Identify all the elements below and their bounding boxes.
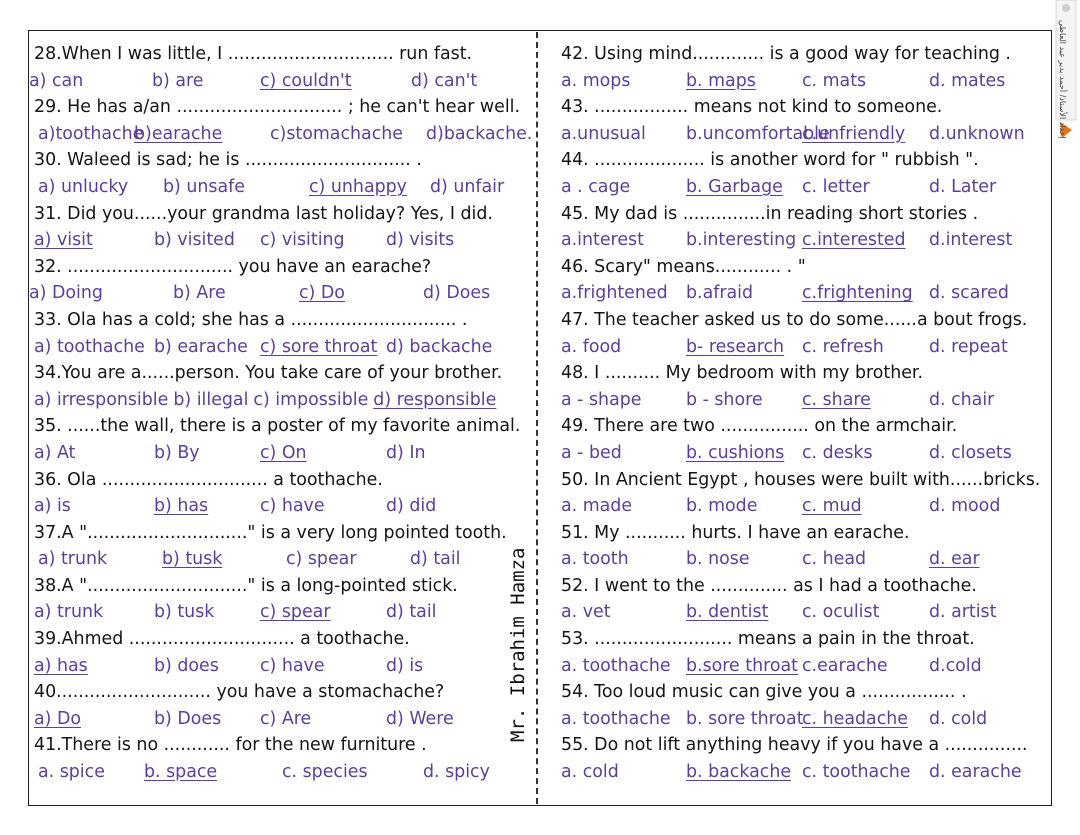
question-text: 47. The teacher asked us to do some......a bout frogs. xyxy=(561,309,1028,330)
column-divider xyxy=(536,32,538,804)
options-row xyxy=(34,440,534,467)
answer-option[interactable]: b) are xyxy=(152,70,204,91)
answer-option[interactable]: b) does xyxy=(154,655,219,676)
answer-option[interactable]: b. space xyxy=(144,762,218,783)
answer-option[interactable]: a) unlucky xyxy=(38,176,129,197)
answer-option[interactable]: a . cage xyxy=(561,176,631,197)
question-text: 35. ......the wall, there is a poster of my favorite animal. xyxy=(34,416,521,437)
question-text: 36. Ola .............................. a toothache. xyxy=(34,469,383,490)
answer-option[interactable]: b)earache xyxy=(134,123,223,144)
answer-option[interactable]: c) have xyxy=(260,496,325,517)
answer-option[interactable]: d) responsible xyxy=(373,389,497,410)
answer-option[interactable]: d.unknown xyxy=(929,123,1025,144)
answer-option[interactable]: a. cold xyxy=(561,762,619,783)
answer-option[interactable]: c) spear xyxy=(260,602,331,623)
logo-text: إعداد الأستاذ/ أحمد بدير عبد العاطي xyxy=(1058,20,1067,139)
question-text: 33. Ola has a cold; she has a .............................. . xyxy=(34,309,468,330)
answer-option[interactable]: d.interest xyxy=(929,230,1013,251)
options-row xyxy=(34,599,534,626)
answer-option[interactable]: a - bed xyxy=(561,442,622,463)
answer-option[interactable]: d) unfair xyxy=(430,176,505,197)
question-text: 45. My dad is ...............in reading short stories . xyxy=(561,203,979,224)
question-text: 32. .............................. you have an earache? xyxy=(34,256,432,277)
answer-option[interactable]: d) In xyxy=(386,442,426,463)
question-text: 38.A "............................." is a long-pointed stick. xyxy=(34,575,458,596)
answer-option[interactable]: b) has xyxy=(154,496,209,517)
answer-option[interactable]: b. Garbage xyxy=(686,176,783,197)
question-text: 51. My ........... hurts. I have an earache. xyxy=(561,522,910,543)
answer-option[interactable]: d.cold xyxy=(929,655,982,676)
options-row xyxy=(561,280,1051,307)
answer-option[interactable]: c. mats xyxy=(802,70,867,91)
answer-option[interactable]: b) tusk xyxy=(154,602,215,623)
answer-option[interactable]: c. headache xyxy=(802,708,908,729)
answer-option[interactable]: c. toothache xyxy=(802,762,911,783)
answer-option[interactable]: d. cold xyxy=(929,708,988,729)
options-row xyxy=(34,387,534,414)
answer-option[interactable]: b) unsafe xyxy=(163,176,245,197)
question-text: 42. Using mind............. is a good way for teaching . xyxy=(561,44,1011,64)
answer-option[interactable]: b.interesting xyxy=(686,230,797,251)
options-row xyxy=(561,653,1051,680)
answer-option[interactable]: a. food xyxy=(561,336,622,357)
answer-option[interactable]: b. maps xyxy=(686,70,756,91)
answer-option[interactable]: d)backache. xyxy=(426,123,533,144)
answer-option[interactable]: b. cushions xyxy=(686,442,785,463)
answer-option[interactable]: c) visiting xyxy=(260,230,345,251)
answer-option[interactable]: d) backache xyxy=(386,336,493,357)
options-row xyxy=(34,121,534,148)
question-text: 29. He has a/an .............................. ; he can't hear well. xyxy=(34,97,521,118)
answer-option[interactable]: b.afraid xyxy=(686,283,754,304)
answer-option[interactable]: b) Are xyxy=(173,283,226,304)
answer-option[interactable]: b) earache xyxy=(154,336,248,357)
answer-option[interactable]: b) visited xyxy=(154,230,235,251)
options-row xyxy=(561,493,1051,520)
answer-option[interactable]: d) visits xyxy=(386,230,455,251)
question-text: 41.There is no ............ for the new furniture . xyxy=(34,735,427,756)
answer-option[interactable]: a. mops xyxy=(561,70,631,91)
answer-option[interactable]: c. mud xyxy=(802,496,862,517)
answer-option[interactable]: d. artist xyxy=(929,602,997,623)
answer-option[interactable]: d. scared xyxy=(929,283,1009,304)
options-row xyxy=(34,546,534,573)
answer-option[interactable]: c. share xyxy=(802,389,871,410)
options-row xyxy=(561,546,1051,573)
answer-option[interactable]: a) has xyxy=(34,655,88,676)
options-row xyxy=(561,174,1051,201)
answer-option[interactable]: a) irresponsible xyxy=(34,389,169,410)
answer-option[interactable]: c. head xyxy=(802,549,867,570)
left-column xyxy=(29,41,534,786)
question-text: 30. Waleed is sad; he is .............................. . xyxy=(34,150,422,171)
answer-option[interactable]: b.uncomfortable xyxy=(686,123,830,144)
answer-option[interactable]: b- research xyxy=(686,336,785,357)
options-row xyxy=(34,227,534,254)
answer-option[interactable]: d. Later xyxy=(929,176,997,197)
answer-option[interactable]: a) toothache xyxy=(34,336,145,357)
question-text: 28.When I was little, I .............................. run fast. xyxy=(34,44,473,64)
answer-option[interactable]: c) impossible xyxy=(253,389,369,410)
answer-option[interactable]: a) Doing xyxy=(29,283,103,304)
options-row xyxy=(561,706,1051,733)
answer-option[interactable]: d. closets xyxy=(929,442,1012,463)
answer-option[interactable]: d) tail xyxy=(410,549,461,570)
question-text: 34.You are a......person. You take care of your brother. xyxy=(34,363,503,384)
answer-option[interactable]: c. refresh xyxy=(802,336,884,357)
answer-option[interactable]: a. toothache xyxy=(561,708,671,729)
answer-option[interactable]: d) can't xyxy=(411,70,478,91)
answer-option[interactable]: c) unhappy xyxy=(309,176,407,197)
question-text: 52. I went to the .............. as I had a toothache. xyxy=(561,575,977,596)
question-text: 37.A "............................." is a very long pointed tooth. xyxy=(34,522,507,543)
answer-option[interactable]: c) Do xyxy=(299,283,345,304)
answer-option[interactable]: d) is xyxy=(386,655,424,676)
answer-option[interactable]: a) trunk xyxy=(34,602,104,623)
options-row xyxy=(34,706,534,733)
answer-option[interactable]: b. dentist xyxy=(686,602,769,623)
answer-option[interactable]: d) did xyxy=(386,496,437,517)
answer-option[interactable]: c.frightening xyxy=(802,283,913,304)
answer-option[interactable]: b) tusk xyxy=(162,549,223,570)
answer-option[interactable]: a.frightened xyxy=(561,283,668,304)
answer-option[interactable]: b - shore xyxy=(686,389,763,410)
options-row xyxy=(34,653,534,680)
answer-option[interactable]: c.earache xyxy=(802,655,888,676)
answer-option[interactable]: a) visit xyxy=(34,230,93,251)
answer-option[interactable]: b) By xyxy=(154,442,200,463)
answer-option[interactable]: b) illegal xyxy=(173,389,249,410)
options-row xyxy=(561,387,1051,414)
answer-option[interactable]: a) can xyxy=(29,70,84,91)
answer-option[interactable]: b. mode xyxy=(686,496,758,517)
answer-option[interactable]: a. made xyxy=(561,496,633,517)
answer-option[interactable]: c) Are xyxy=(260,708,312,729)
question-text: 39.Ahmed .............................. a toothache. xyxy=(34,629,410,650)
answer-option[interactable]: c) have xyxy=(260,655,325,676)
question-text: 43. ................. means not kind to someone. xyxy=(561,97,943,118)
options-row xyxy=(34,174,534,201)
answer-option[interactable]: a)toothache xyxy=(38,123,144,144)
answer-option[interactable]: c.interested xyxy=(802,230,906,251)
answer-option[interactable]: a. vet xyxy=(561,602,611,623)
answer-option[interactable]: a. tooth xyxy=(561,549,629,570)
answer-option[interactable]: c) On xyxy=(260,442,307,463)
options-row xyxy=(34,493,534,520)
question-text: 31. Did you......your grandma last holiday? Yes, I did. xyxy=(34,203,493,224)
answer-option[interactable]: b) Does xyxy=(154,708,222,729)
question-text: 49. There are two ................ on the armchair. xyxy=(561,416,958,437)
answer-option[interactable]: a - shape xyxy=(561,389,642,410)
answer-option[interactable]: a) Do xyxy=(34,708,82,729)
author-name: Mr. Ibrahim Hamza xyxy=(507,547,529,742)
answer-option[interactable]: c. oculist xyxy=(802,602,880,623)
options-row xyxy=(34,334,534,361)
right-column xyxy=(561,41,1051,786)
answer-option[interactable]: a.unusual xyxy=(561,123,646,144)
answer-option[interactable]: c)stomachache xyxy=(270,123,403,144)
answer-option[interactable]: d. chair xyxy=(929,389,995,410)
options-row xyxy=(29,68,534,95)
answer-option[interactable]: d) tail xyxy=(386,602,437,623)
answer-option[interactable]: d) Were xyxy=(386,708,454,729)
answer-option[interactable]: a) is xyxy=(34,496,71,517)
question-text: 54. Too loud music can give you a ................. . xyxy=(561,682,967,703)
options-row xyxy=(29,280,534,307)
answer-option[interactable]: c) couldn't xyxy=(260,70,352,91)
answer-option[interactable]: b. nose xyxy=(686,549,750,570)
answer-option[interactable]: a. toothache xyxy=(561,655,671,676)
answer-option[interactable]: d. ear xyxy=(929,549,980,570)
answer-option[interactable]: a) At xyxy=(34,442,76,463)
question-text: 48. I .......... My bedroom with my brother. xyxy=(561,363,924,384)
question-text: 44. .................... is another word for " rubbish ". xyxy=(561,150,979,171)
answer-option[interactable]: c. desks xyxy=(802,442,873,463)
answer-option[interactable]: d. earache xyxy=(929,762,1022,783)
answer-option[interactable]: d. repeat xyxy=(929,336,1008,357)
answer-option[interactable]: b. backache xyxy=(686,762,792,783)
options-row xyxy=(561,121,1051,148)
question-text: 53. ......................... means a pain in the throat. xyxy=(561,629,975,650)
options-row xyxy=(561,440,1051,467)
answer-option[interactable]: b.sore throat xyxy=(686,655,798,676)
options-row xyxy=(561,334,1051,361)
answer-option[interactable]: d. mood xyxy=(929,496,1001,517)
answer-option[interactable]: d. spicy xyxy=(423,762,490,783)
options-row xyxy=(561,759,1051,786)
options-row xyxy=(561,68,1051,95)
answer-option[interactable]: a. spice xyxy=(38,762,105,783)
answer-option[interactable]: a.interest xyxy=(561,230,644,251)
answer-option[interactable]: d) Does xyxy=(423,283,491,304)
options-row xyxy=(34,759,534,786)
answer-option[interactable]: c) spear xyxy=(286,549,357,570)
options-row xyxy=(561,599,1051,626)
answer-option[interactable]: c. letter xyxy=(802,176,870,197)
question-text: 46. Scary" means............ . " xyxy=(561,256,806,277)
answer-option[interactable]: a) trunk xyxy=(38,549,108,570)
options-row xyxy=(561,227,1051,254)
answer-option[interactable]: b. sore throat xyxy=(686,708,804,729)
question-text: 55. Do not lift anything heavy if you have a ............... xyxy=(561,735,1028,756)
answer-option[interactable]: c) sore throat xyxy=(260,336,378,357)
question-text: 40............................ you have a stomachache? xyxy=(34,682,445,703)
question-text: 50. In Ancient Egypt , houses were built with......bricks. xyxy=(561,469,1041,490)
answer-option[interactable]: c. species xyxy=(282,762,368,783)
answer-option[interactable]: c.unfriendly xyxy=(802,123,906,144)
answer-option[interactable]: d. mates xyxy=(929,70,1006,91)
